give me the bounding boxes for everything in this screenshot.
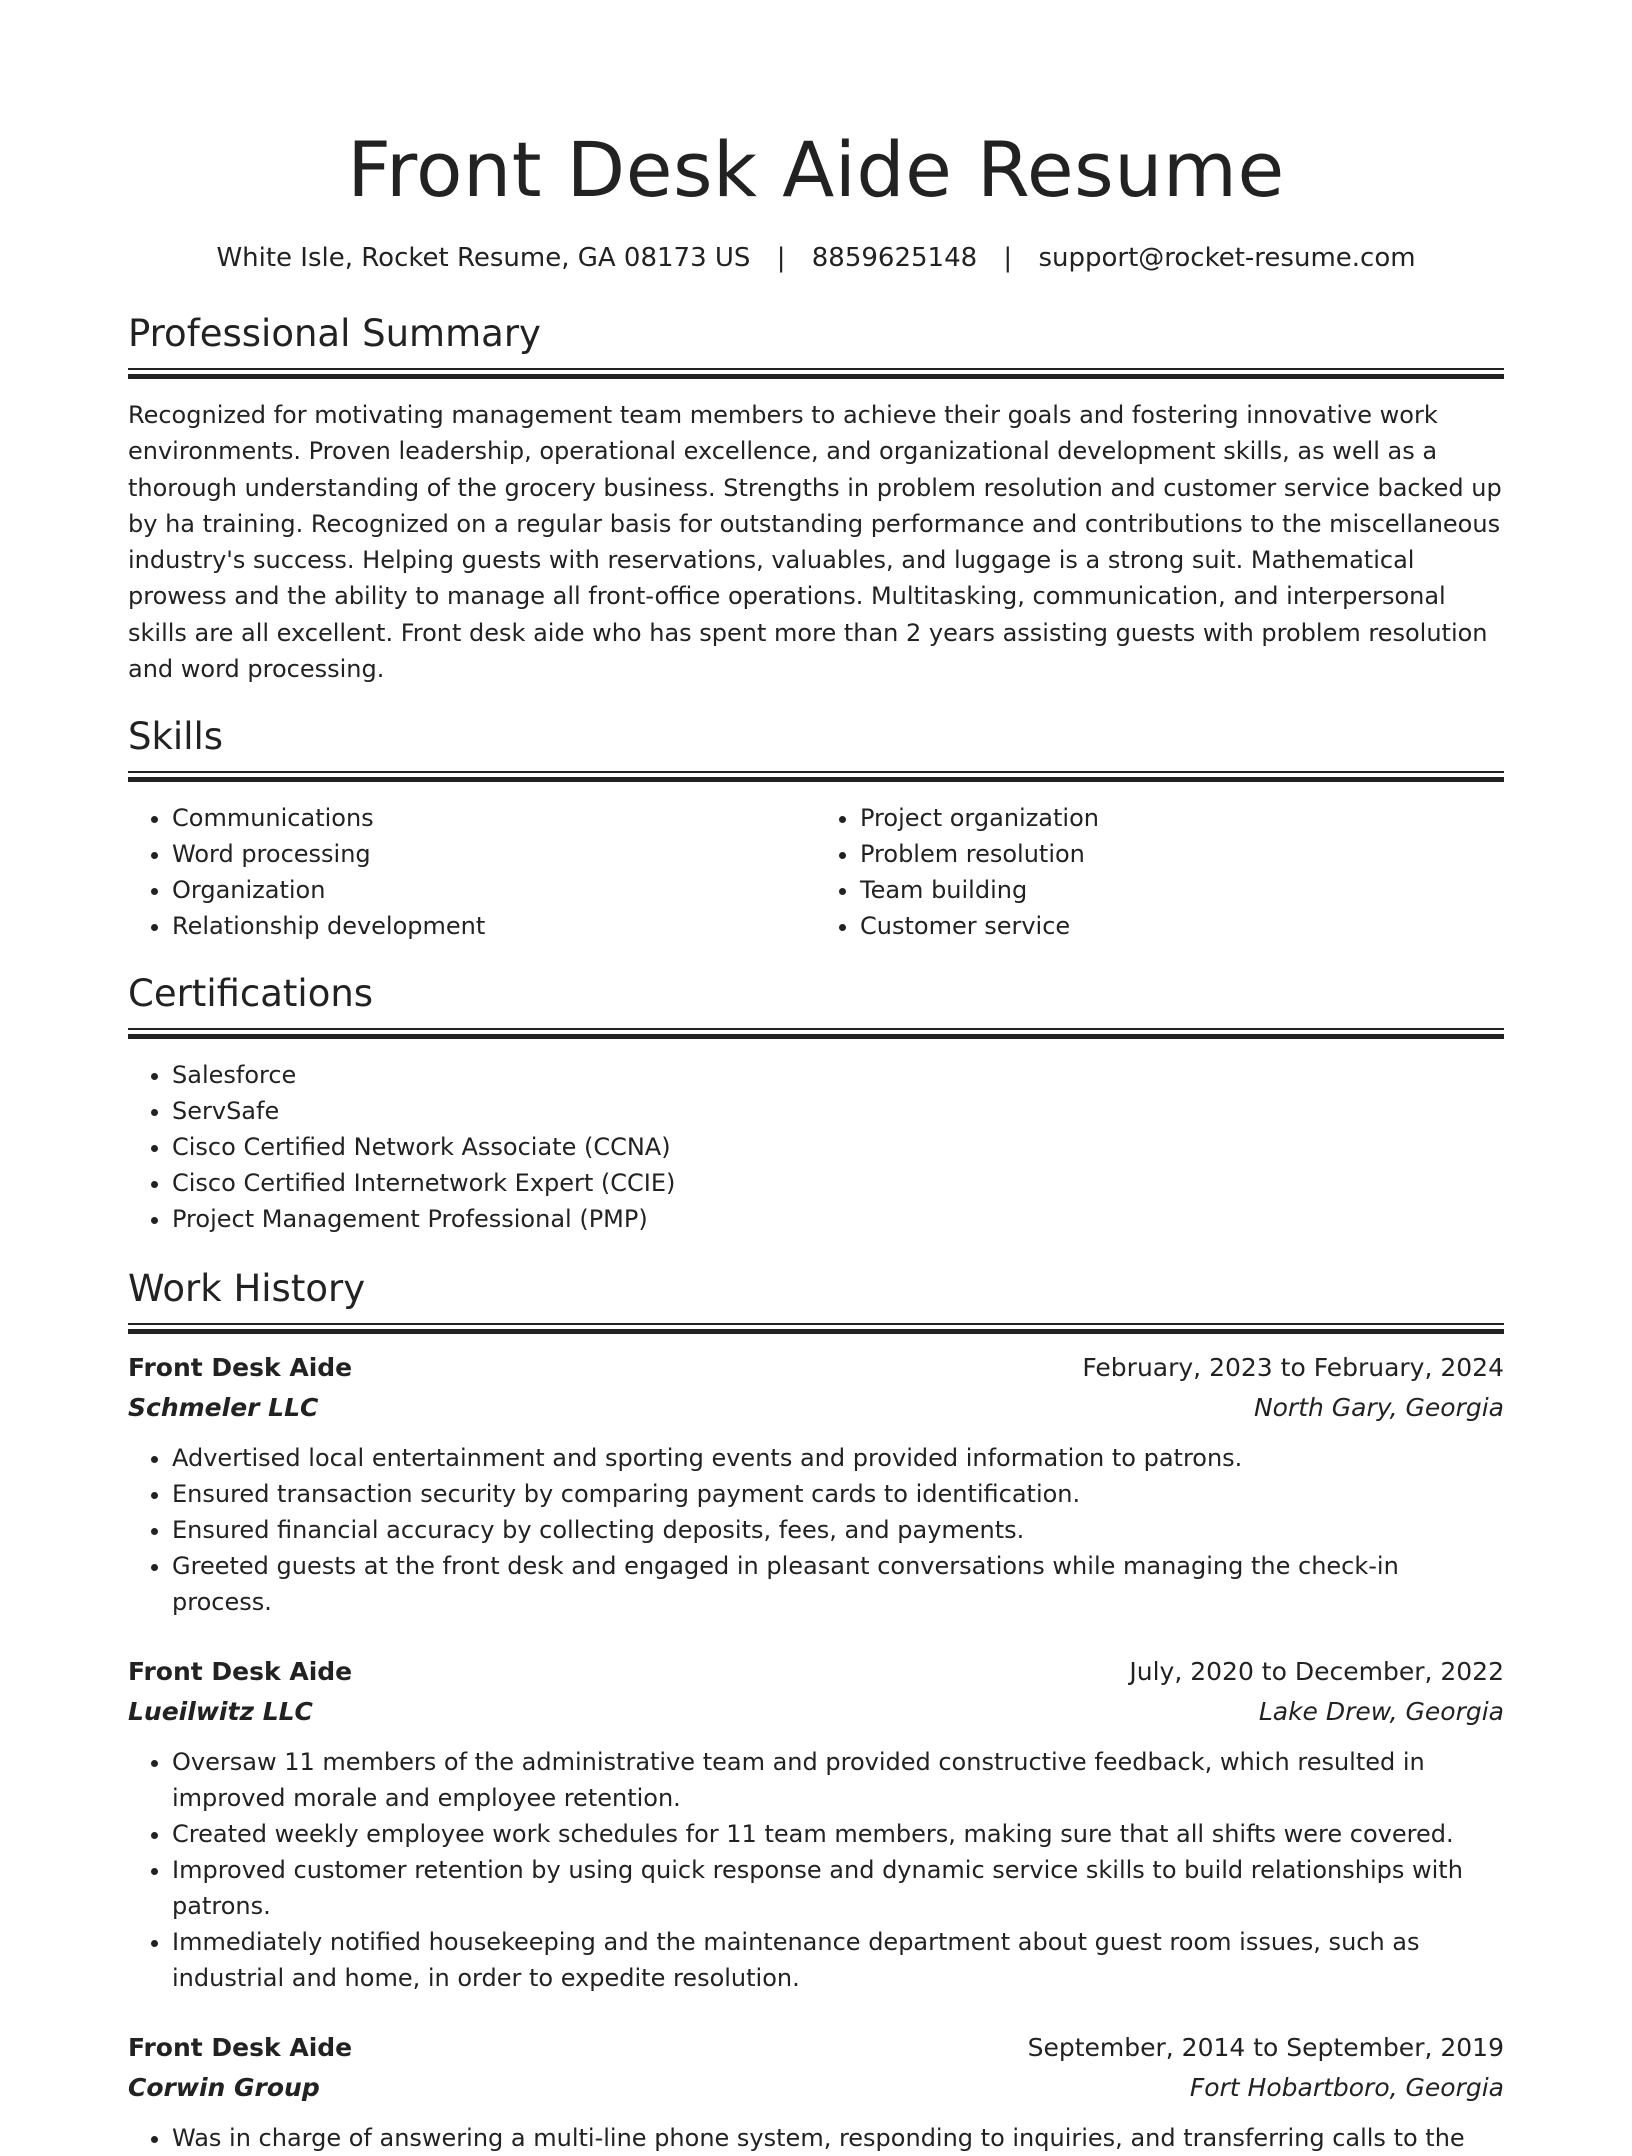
resume-title: Front Desk Aide Resume <box>347 125 1285 214</box>
summary-text: Recognized for motivating management team members to achieve their goals and fostering innovative work environments. Proven leadership, operational excellence, and organizational development skills, as well as a thorough understanding of the grocery business. Strengths in problem resolution and customer service backed up by ha training. Recognized on a regular basis for outstanding performance and contributions to the miscellaneous industry's success. Helping guests with reservations, valuables, and luggage is a strong suit. Mathematical prowess and the ability to manage all front-office operations. Multitasking, communication, and interpersonal skills are all excellent. Front desk aide who has spent more than 2 years assisting guests with problem resolution and word processing. <box>128 401 1502 684</box>
contact-email: support@rocket-resume.com <box>1038 243 1416 273</box>
job-location: Fort Hobartboro, Georgia <box>1189 2073 1504 2103</box>
job-header-row <box>128 2028 1504 2068</box>
job-bullet: • Ensured financial accuracy by collecting deposits, fees, and payments. <box>172 1512 1504 1548</box>
job-company: Schmeler LLC <box>128 1393 319 1423</box>
job-location: North Gary, Georgia <box>1253 1393 1504 1423</box>
job-entry <box>128 1348 1504 1620</box>
job-company-row <box>128 1388 1504 1428</box>
section-divider <box>128 771 1504 782</box>
section-heading-certifications: Certifications <box>128 972 374 1016</box>
job-title: Front Desk Aide <box>128 1657 353 1687</box>
contact-phone: 8859625148 <box>811 243 978 273</box>
section-divider <box>128 368 1504 379</box>
contact-line <box>128 242 1504 274</box>
certification-item: • ServSafe <box>172 1093 1504 1129</box>
skill-item: • Communications <box>172 800 816 836</box>
section-heading-skills: Skills <box>128 715 224 759</box>
section-divider <box>128 1028 1504 1039</box>
job-company: Corwin Group <box>128 2073 320 2103</box>
certifications-list <box>128 1057 1504 1237</box>
skills-section <box>128 715 1504 944</box>
job-bullet: • Greeted guests at the front desk and engaged in pleasant conversations while managing the check-in process. <box>172 1548 1504 1620</box>
job-company-row <box>128 1692 1504 1732</box>
certification-item: • Salesforce <box>172 1057 1504 1093</box>
job-bullets <box>128 2120 1504 2156</box>
job-bullets <box>128 1744 1504 1996</box>
skill-item: • Customer service <box>860 908 1504 944</box>
job-title: Front Desk Aide <box>128 2033 353 2063</box>
job-bullet: • Advertised local entertainment and sporting events and provided information to patrons. <box>172 1440 1504 1476</box>
skills-list-left <box>128 800 816 944</box>
skill-item: • Relationship development <box>172 908 816 944</box>
certification-item: • Cisco Certified Network Associate (CCNA) <box>172 1129 1504 1165</box>
job-header-row <box>128 1652 1504 1692</box>
job-entry <box>128 2028 1504 2156</box>
skill-item: • Problem resolution <box>860 836 1504 872</box>
job-header-row <box>128 1348 1504 1388</box>
job-company-row <box>128 2068 1504 2108</box>
skill-item: • Team building <box>860 872 1504 908</box>
job-bullet: • Improved customer retention by using quick response and dynamic service skills to build relationships with patrons. <box>172 1852 1504 1924</box>
job-dates: February, 2023 to February, 2024 <box>1082 1353 1504 1383</box>
job-bullet: • Was in charge of answering a multi-line phone system, responding to inquiries, and transferring calls to the <box>172 2120 1504 2156</box>
job-dates: July, 2020 to December, 2022 <box>1129 1657 1504 1687</box>
skills-list-right <box>816 800 1504 944</box>
job-bullets <box>128 1440 1504 1620</box>
skill-item: • Organization <box>172 872 816 908</box>
job-bullet: • Oversaw 11 members of the administrative team and provided constructive feedback, which resulted in improved morale and employee retention. <box>172 1744 1504 1816</box>
section-divider <box>128 1323 1504 1334</box>
certification-item: • Project Management Professional (PMP) <box>172 1201 1504 1237</box>
section-heading-work-history: Work History <box>128 1267 366 1311</box>
job-location: Lake Drew, Georgia <box>1258 1697 1504 1727</box>
section-heading-summary: Professional Summary <box>128 312 541 355</box>
job-bullet: • Created weekly employee work schedules for 11 team members, making sure that all shifts were covered. <box>172 1816 1504 1852</box>
job-entry <box>128 1652 1504 1996</box>
job-bullet: • Immediately notified housekeeping and the maintenance department about guest room issues, such as industrial and home, in order to expedite resolution. <box>172 1924 1504 1996</box>
skill-item: • Word processing <box>172 836 816 872</box>
summary-section <box>128 312 1504 687</box>
job-title: Front Desk Aide <box>128 1353 353 1383</box>
skill-item: • Project organization <box>860 800 1504 836</box>
work-history-section <box>128 1267 1504 2156</box>
job-dates: September, 2014 to September, 2019 <box>1027 2033 1504 2063</box>
job-company: Lueilwitz LLC <box>128 1697 313 1727</box>
contact-address: White Isle, Rocket Resume, GA 08173 US <box>216 243 751 273</box>
certification-item: • Cisco Certified Internetwork Expert (CCIE) <box>172 1165 1504 1201</box>
job-bullet: • Ensured transaction security by comparing payment cards to identification. <box>172 1476 1504 1512</box>
contact-separator: | <box>776 243 786 273</box>
skills-grid <box>128 782 1504 944</box>
certifications-section <box>128 972 1504 1237</box>
contact-separator: | <box>1003 243 1013 273</box>
